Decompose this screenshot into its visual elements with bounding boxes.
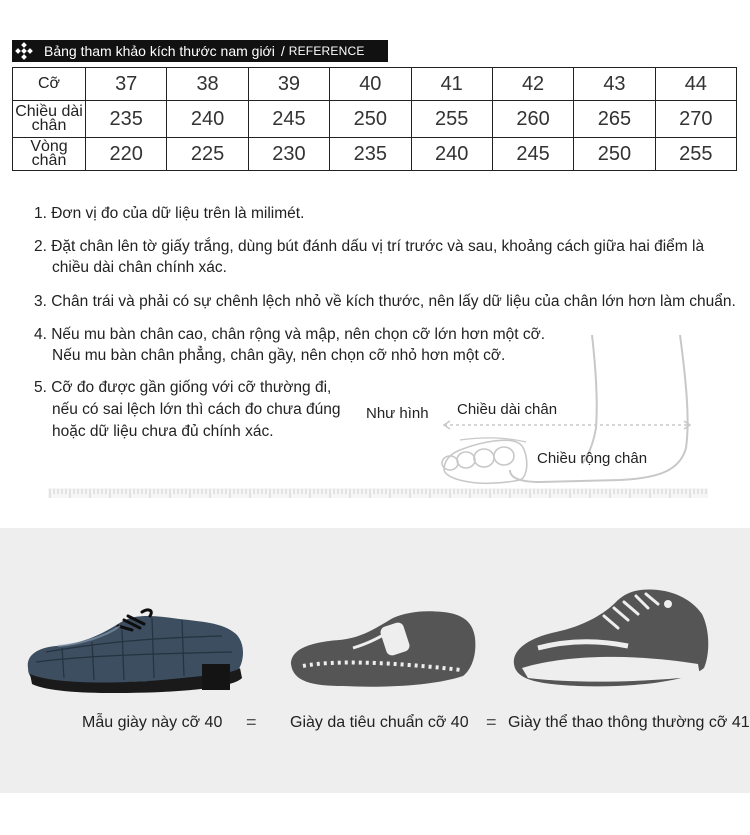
girth-cell: 240: [411, 138, 492, 171]
as-shown-label: Như hình: [366, 405, 429, 422]
length-cell: 270: [655, 101, 736, 138]
girth-cell: 220: [86, 138, 167, 171]
girth-cell: 250: [574, 138, 655, 171]
size-table: [12, 67, 737, 171]
length-cell: 260: [492, 101, 573, 138]
sneaker-size-label: Giày thể thao thông thường cỡ 41: [508, 714, 750, 731]
size-cell: 37: [86, 68, 167, 101]
note-4-continued: Nếu mu bàn chân phẳng, chân gầy, nên chọn cỡ nhỏ hơn một cỡ.: [52, 347, 506, 364]
girth-cell: 245: [492, 138, 573, 171]
equals-sign: =: [486, 712, 497, 732]
note-2-continued: chiều dài chân chính xác.: [52, 259, 227, 276]
note-1: 1. Đơn vị đo của dữ liệu trên là milimét.: [34, 205, 305, 222]
girth-cell: 225: [167, 138, 248, 171]
girth-cell: 235: [330, 138, 411, 171]
sneaker-icon: [508, 584, 714, 696]
size-cell: 38: [167, 68, 248, 101]
size-cell: 44: [655, 68, 736, 101]
equals-sign: =: [246, 712, 257, 732]
length-label: Chiều dài chân: [457, 401, 558, 418]
note-4: 4. Nếu mu bàn chân cao, chân rộng và mập, nên chọn cỡ lớn hơn một cỡ.: [34, 326, 546, 343]
table-header-bar: [12, 40, 388, 62]
size-cell: 42: [492, 68, 573, 101]
girth-cell: 255: [655, 138, 736, 171]
reference-label: REFERENCE: [288, 44, 365, 58]
this-shoe-size-label: Mẫu giày này cỡ 40: [82, 714, 223, 731]
length-cell: 235: [86, 101, 167, 138]
size-cell: 41: [411, 68, 492, 101]
leather-shoe-size-label: Giày da tiêu chuẩn cỡ 40: [290, 714, 469, 731]
title-separator: /: [280, 43, 285, 59]
product-shoe-image: [22, 604, 252, 696]
note-5-continued-2: hoặc dữ liệu chưa đủ chính xác.: [52, 423, 274, 440]
ruler: [48, 486, 708, 500]
note-2: 2. Đặt chân lên tờ giấy trắng, dùng bút đánh dấu vị trí trước và sau, khoảng cách giữa hai điểm là: [34, 238, 705, 255]
width-label: Chiều rộng chân: [537, 450, 648, 467]
size-cell: 43: [574, 68, 655, 101]
girth-cell: 230: [248, 138, 329, 171]
row-label-length: Chiều dài chân: [13, 101, 86, 138]
note-5-continued: nếu có sai lệch lớn thì cách đo chưa đúng: [52, 401, 341, 418]
length-cell: 245: [248, 101, 329, 138]
note-5: 5. Cỡ đo được gần giống với cỡ thường đi,: [34, 379, 332, 396]
note-3: 3. Chân trái và phải có sự chênh lệch nhỏ về kích thước, nên lấy dữ liệu của chân lớn hơn làm chuẩn.: [34, 293, 736, 310]
length-cell: 255: [411, 101, 492, 138]
diamond-pattern-icon: [12, 40, 40, 62]
length-cell: 240: [167, 101, 248, 138]
size-cell: 39: [248, 68, 329, 101]
leather-shoe-icon: [283, 608, 483, 694]
table-row: [13, 138, 737, 171]
table-title: Bảng tham khảo kích thước nam giới: [44, 43, 275, 59]
length-cell: 265: [574, 101, 655, 138]
table-row: [13, 101, 737, 138]
table-row: [13, 68, 737, 101]
size-cell: 40: [330, 68, 411, 101]
row-label-girth: Vòng chân: [13, 138, 86, 171]
foot-measurement-diagram: [360, 330, 750, 510]
length-cell: 250: [330, 101, 411, 138]
row-label-size: Cỡ: [13, 68, 86, 101]
